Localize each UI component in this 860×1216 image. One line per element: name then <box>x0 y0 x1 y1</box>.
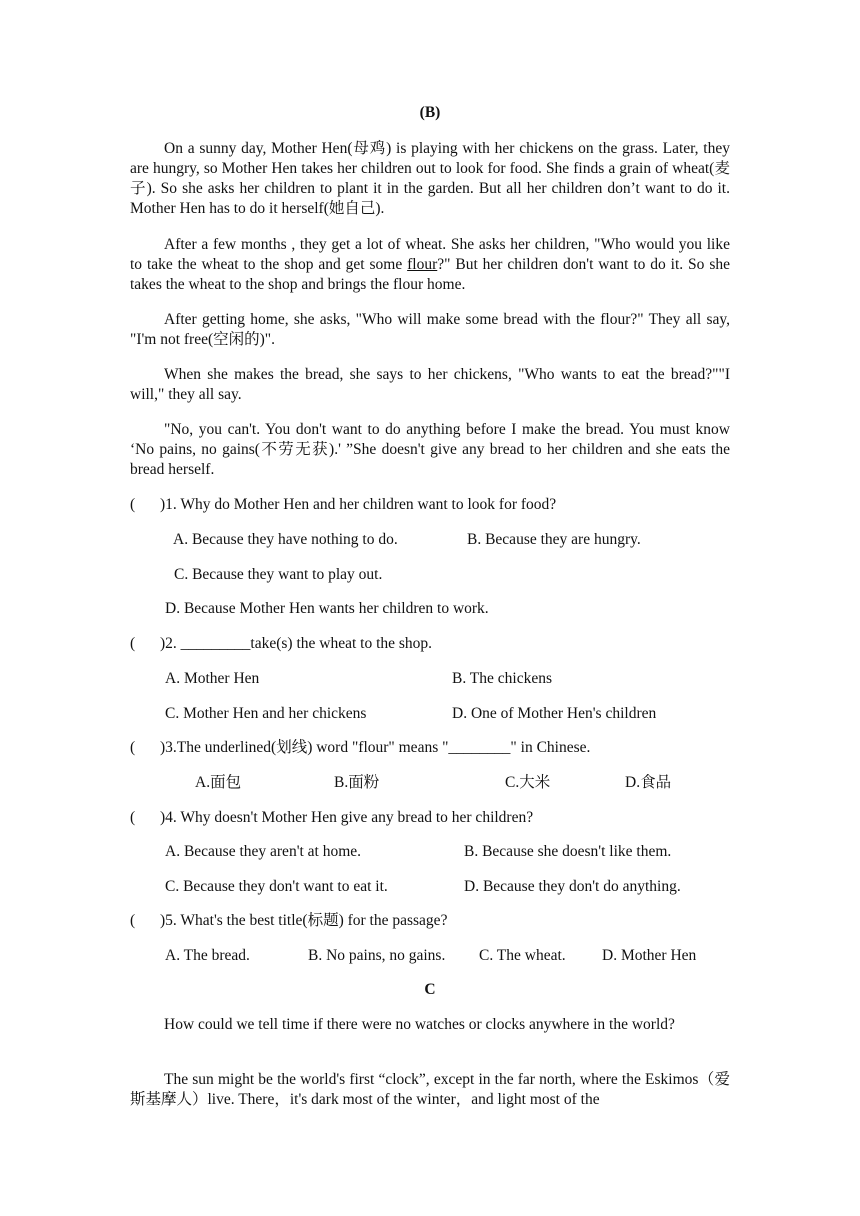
question-stem: )5. What's the best title(标题) for the passage? <box>160 912 448 929</box>
question-4 <box>130 808 533 828</box>
question-stem: )2. _________take(s) the wheat to the shop. <box>160 635 433 652</box>
option-d: D. One of Mother Hen's children <box>452 705 657 722</box>
option-a: A. Mother Hen <box>165 670 260 687</box>
option-b: B. Because they are hungry. <box>467 531 641 548</box>
option-c: C. The wheat. <box>479 947 566 964</box>
passage-paragraph-3: After getting home, she asks, "Who will make some bread with the flour?" They all say, "I'm not free(空闲的)". <box>130 311 730 348</box>
option-d: D.食品 <box>625 774 672 791</box>
passage-paragraph-2 <box>130 235 730 295</box>
section-b-heading: (B) <box>419 104 441 121</box>
question-3 <box>130 738 590 758</box>
question-5 <box>130 911 447 931</box>
option-a: A. Because they aren't at home. <box>165 843 362 860</box>
passage-paragraph-5: "No, you can't. You don't want to do anything before I make the bread. You must know ‘No pains, no gains(不劳无获).' ”She doesn't give any bread to her children and she eats the bread herself. <box>130 421 730 478</box>
passage-c-paragraph-2: The sun might be the world's first “clock”, except in the far north, where the Eskimos（爱斯基摩人）live. There，it's dark most of the winter，and light most of the <box>130 1071 730 1108</box>
option-b: B.面粉 <box>334 774 380 791</box>
answer-blank[interactable]: ( <box>130 912 136 929</box>
question-1 <box>130 495 556 515</box>
option-c: C. Mother Hen and her chickens <box>165 705 367 722</box>
underlined-word-flour: flour <box>407 256 438 273</box>
option-a: A. The bread. <box>165 947 250 964</box>
paragraph-2-text-start: After a few months , they get a lot of wheat. She asks her children, "Who would you like to take the wheat to the shop and get some <box>130 236 730 273</box>
answer-blank[interactable]: ( <box>130 496 136 513</box>
answer-blank[interactable]: ( <box>130 635 136 652</box>
option-b: B. No pains, no gains. <box>308 947 446 964</box>
question-stem: )1. Why do Mother Hen and her children want to look for food? <box>160 496 557 513</box>
question-stem: )4. Why doesn't Mother Hen give any bread to her children? <box>160 809 534 826</box>
option-a: A.面包 <box>195 774 242 791</box>
option-d: D. Because they don't do anything. <box>464 878 681 895</box>
option-d: D. Mother Hen <box>602 947 697 964</box>
passage-paragraph-4: When she makes the bread, she says to her chickens, "Who wants to eat the bread?""I will," they all say. <box>130 366 730 403</box>
option-d: D. Because Mother Hen wants her children to work. <box>165 600 489 617</box>
passage-paragraph-1: On a sunny day, Mother Hen(母鸡) is playing with her chickens on the grass. Later, they are hungry, so Mother Hen takes her children out to look for food. She finds a grain of wheat(麦子). So she asks her children to plant it in the garden. But all her children don’t want to do it. Mother Hen has to do it herself(她自己). <box>130 140 730 217</box>
question-stem: )3.The underlined(划线) word "flour" means "________" in Chinese. <box>160 739 591 756</box>
option-b: B. The chickens <box>452 670 553 687</box>
option-c: C.大米 <box>505 774 551 791</box>
option-c: C. Because they want to play out. <box>174 566 383 583</box>
answer-blank[interactable]: ( <box>130 809 136 826</box>
question-2 <box>130 634 432 654</box>
option-b: B. Because she doesn't like them. <box>464 843 672 860</box>
option-a: A. Because they have nothing to do. <box>173 531 398 548</box>
section-c-heading: C <box>424 981 436 998</box>
passage-c-paragraph-1: How could we tell time if there were no watches or clocks anywhere in the world? <box>164 1016 675 1033</box>
answer-blank[interactable]: ( <box>130 739 136 756</box>
paragraph-2-text-end: ?" But her children don't want to do it. So she takes the wheat to the shop and brings the flour home. <box>130 256 730 293</box>
option-c: C. Because they don't want to eat it. <box>165 878 388 895</box>
